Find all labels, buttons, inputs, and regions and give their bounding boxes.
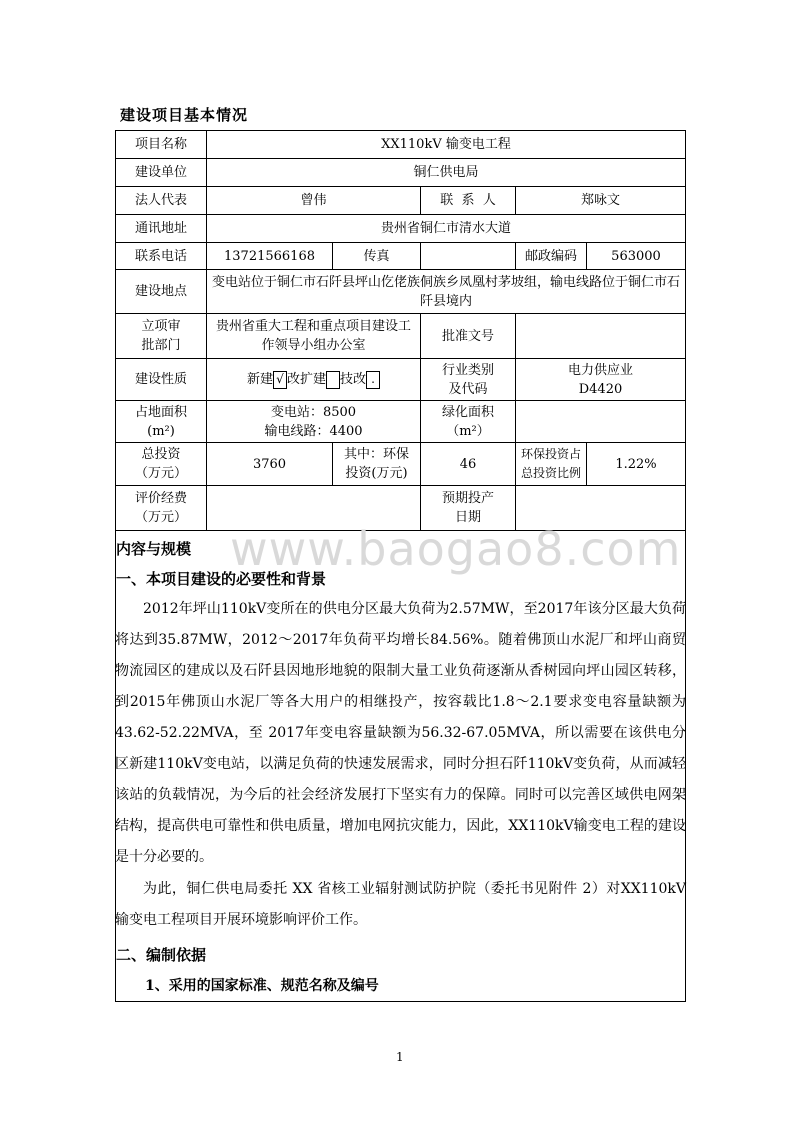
nature-label: 建设性质: [115, 358, 207, 401]
industry-label-line1: 行业类别: [441, 362, 494, 378]
location-label: 建设地点: [115, 269, 207, 314]
industry-value-line2: D4420: [578, 381, 623, 397]
subsection-1-heading: 1、采用的国家标准、规范名称及编号: [145, 978, 379, 994]
fax-label: 传真: [332, 242, 421, 270]
legal-label: 法人代表: [115, 186, 207, 215]
nature-expand: 改扩建: [286, 372, 326, 387]
project-name-label: 项目名称: [115, 130, 207, 159]
content-heading: 内容与规模: [116, 540, 192, 558]
contact-value: 郑咏文: [515, 186, 686, 215]
phone-value: 13721566168: [206, 242, 333, 270]
section-1-heading: 一、本项目建设的必要性和背景: [116, 570, 327, 588]
industry-label: [420, 358, 516, 401]
paragraph-background: 2012年坪山110kV变所在的供电分区最大负荷为2.57MW，至2017年该分区最大负荷将达到35.87MW，2012～2017年负荷平均增长84.56%。随着佛顶山水泥厂和坪山商贸物流园区的建成以及石阡县因地形地貌的限制大量工业负荷逐渐从香树园向坪山园区转移，到2015年佛顶山水泥厂等各大用户的相继投产，按容载比1.8～2.1要求变电容量缺额为43.62-52.22MVA，至 2017年变电容量缺额为56.32-67.05MVA，所以需要在该供电分区新建110kV变电站，以满足负荷的快速发展需求，同时分担石阡110kV变负荷，从而减轻该站的负载情况，为今后的社会经济发展打下坚实有力的保障。同时可以完善区域供电网架结构，提高供电可靠性和供电质量，增加电网抗灾能力，因此，XX110kV输变电工程的建设是十分必要的。: [115, 601, 686, 865]
env-invest-value: 46: [420, 442, 516, 486]
approval-no-value: [515, 313, 686, 359]
invest-label: [115, 442, 207, 486]
unit-label: 建设单位: [115, 158, 207, 187]
nature-value: [206, 358, 421, 401]
invest-value: 3760: [206, 442, 333, 486]
green-label-line2: （m²）: [446, 423, 490, 439]
approval-dept-label-line2: 批部门: [141, 338, 181, 353]
green-label-line1: 绿化面积: [441, 404, 494, 420]
invest-label-line2: （万元）: [134, 466, 187, 481]
area-label-line1: 占地面积: [134, 404, 187, 420]
nature-new: 新建: [246, 372, 273, 387]
ratio-value: 1.22%: [586, 442, 686, 486]
area-value-line1: 变电站：8500: [270, 404, 357, 420]
eval-fee-label-line2: （万元）: [134, 510, 187, 525]
industry-label-line2: 及代码: [448, 381, 488, 397]
env-invest-label: [332, 442, 421, 486]
eval-fee-label-line1: 评价经费: [134, 491, 187, 506]
page-number: 1: [396, 1050, 404, 1064]
ratio-label-line2: 总投资比例: [520, 466, 581, 480]
approval-no-label: 批准文号: [420, 313, 516, 359]
ratio-label-line1: 环保投资占: [520, 447, 581, 461]
phone-label: 联系电话: [115, 242, 207, 270]
invest-label-line1: 总投资: [141, 447, 181, 462]
postcode-label: 邮政编码: [515, 242, 587, 270]
approval-dept-value: 贵州省重大工程和重点项目建设工作领导小组办公室: [206, 313, 421, 359]
nature-expand-checkbox: [326, 371, 340, 389]
area-value-line2: 输电线路：4400: [264, 423, 363, 439]
watermark: www.baogao8.com: [230, 522, 682, 576]
env-invest-label-line1: 其中：环保: [343, 447, 409, 462]
industry-value: [515, 358, 686, 401]
env-invest-label-line2: 投资(万元): [345, 466, 408, 481]
unit-value: 铜仁供电局: [206, 158, 686, 187]
address-value: 贵州省铜仁市清水大道: [206, 214, 686, 243]
contact-label: 联 系 人: [420, 186, 516, 215]
area-value: [206, 400, 421, 443]
area-label-line2: (m²): [147, 423, 175, 439]
green-value: [515, 400, 686, 443]
project-name-value: XX110kV 输变电工程: [206, 130, 686, 159]
page-title: 建设项目基本情况: [120, 106, 249, 124]
approval-dept-label: [115, 313, 207, 359]
approval-dept-label-line1: 立项审: [141, 319, 181, 334]
section-2-heading: 二、编制依据: [116, 946, 207, 964]
industry-value-line1: 电力供应业: [567, 362, 633, 378]
area-label: [115, 400, 207, 443]
postcode-value: 563000: [586, 242, 686, 270]
address-label: 通讯地址: [115, 214, 207, 243]
nature-tech: 技改: [340, 372, 367, 387]
eval-fee-label: [115, 485, 207, 531]
nature-new-checkbox: √: [273, 371, 287, 389]
ratio-label: [515, 442, 587, 486]
legal-value: 曾伟: [206, 186, 421, 215]
fax-value: [420, 242, 516, 270]
nature-tech-checkbox: .: [366, 371, 380, 389]
location-value: 变电站位于铜仁市石阡县坪山仡佬族侗族乡凤凰村茅坡组，输电线路位于铜仁市石阡县境内: [206, 269, 686, 314]
green-label: [420, 400, 516, 443]
expected-label-line1: 预期投产: [441, 491, 494, 506]
expected-label-line2: 日期: [454, 510, 481, 525]
paragraph-commission: 为此，铜仁供电局委托 XX 省核工业辐射测试防护院（委托书见附件 2）对XX110kV 输变电工程项目开展环境影响评价工作。: [115, 881, 686, 928]
